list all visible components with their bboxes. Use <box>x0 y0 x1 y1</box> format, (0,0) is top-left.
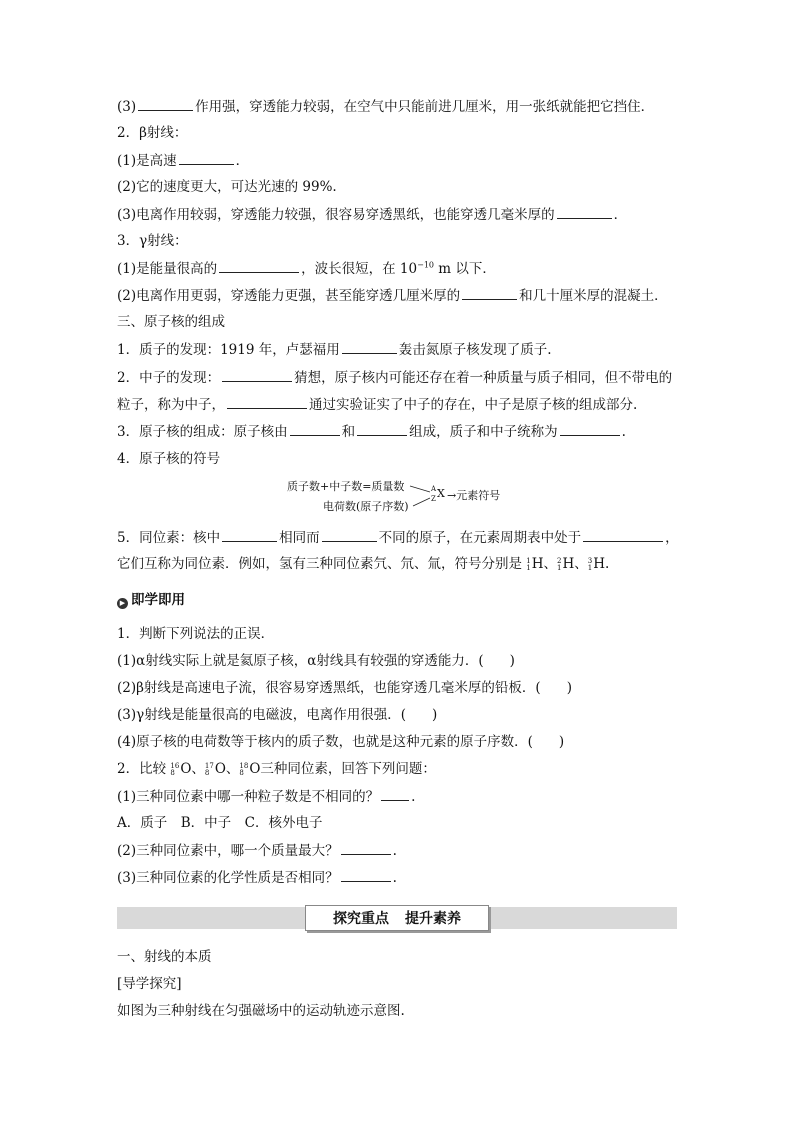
heading-gamma: 3．γ射线： <box>117 233 188 249</box>
question-item: (1)α射线实际上就是氦原子核，α射线具有较强的穿透能力．( ) <box>117 653 515 669</box>
section-title: 一、射线的本质 <box>117 949 212 965</box>
blank[interactable] <box>322 527 377 542</box>
play-icon: ▶ <box>117 598 128 609</box>
mass-label: 质子数+中子数=质量数 <box>287 480 405 493</box>
symbol-a: A <box>431 485 437 493</box>
text-line: 2．中子的发现： 猜想，原子核内可能还存在着一种质量与质子相同，但不带电的 <box>117 367 672 388</box>
banner-box <box>305 905 489 931</box>
charge-label: 电荷数(原子序数) <box>323 500 409 513</box>
blank[interactable] <box>290 421 340 436</box>
banner-left: 探究重点 <box>333 911 389 927</box>
section-title: 三、原子核的组成 <box>117 314 225 330</box>
question-item: (4)原子核的电荷数等于核内的质子数，也就是这种元素的原子序数．( ) <box>117 734 565 750</box>
blank[interactable] <box>341 867 391 882</box>
question-item: (3)三种同位素的化学性质是否相同？ . <box>117 867 397 888</box>
isotope-index: 18 8 <box>239 761 249 777</box>
blank[interactable] <box>227 394 307 409</box>
blank[interactable] <box>222 527 277 542</box>
banner-right: 提升素养 <box>405 911 461 927</box>
isotope-index: 3 1 <box>587 556 593 572</box>
blank[interactable] <box>462 285 517 300</box>
isotope-index: 16 8 <box>170 761 180 777</box>
text-line: 如图为三种射线在匀强磁场中的运动轨迹示意图. <box>117 1003 405 1019</box>
element-label: →元素符号 <box>447 489 501 502</box>
question-item: (1)三种同位素中哪一种粒子数是不相同的？ . <box>117 786 415 807</box>
text-line: 1．质子的发现：1919 年，卢瑟福用 轰击氮原子核发现了质子. <box>117 339 552 360</box>
text-line: 5．同位素：核中 相同而 不同的原子，在元素周期表中处于 ， <box>117 527 679 548</box>
answer-options: A．质子 B．中子 C．核外电子 <box>117 815 323 831</box>
symbol-x: X <box>437 487 445 500</box>
text-line: (3)电离作用较弱，穿透能力较强，很容易穿透黑纸，也能穿透几毫米厚的 ． <box>117 204 627 225</box>
question-item: (2)β射线是高速电子流，很容易穿透黑纸，也能穿透几毫米厚的铅板．( ) <box>117 680 572 696</box>
blank[interactable] <box>560 421 620 436</box>
text-line: 它们互称为同位素．例如，氢有三种同位素氕、氘、氚，符号分别是 1 1 H、 2 1 H、 3 1 H. <box>117 556 610 572</box>
text-line: 3．原子核的组成：原子核由 和 组成，质子和中子统称为 . <box>117 421 626 442</box>
blank[interactable] <box>583 527 663 542</box>
text-line: 4．原子核的符号 <box>117 451 221 467</box>
text-line: (1)是能量很高的 ，波长很短，在 $10^{-10}$ m 以下． <box>117 258 496 279</box>
isotope-index: 2 1 <box>557 556 562 572</box>
practice-heading: ▶ 即学即用 <box>117 590 185 610</box>
text-line: (1)是高速 ． <box>117 150 249 171</box>
isotope-index: 1 1 <box>526 556 531 572</box>
symbol-z: Z <box>431 495 436 503</box>
question-item: (3)γ射线是能量很高的电磁波，电离作用很强．( ) <box>117 707 438 723</box>
blank[interactable] <box>357 421 407 436</box>
blank[interactable] <box>179 150 234 165</box>
text-line: 粒子，称为中子， 通过实验证实了中子的存在，中子是原子核的组成部分. <box>117 394 637 415</box>
nucleus-symbol-diagram <box>285 478 525 518</box>
text-line: (3) 作用强，穿透能力较弱，在空气中只能前进几厘米，用一张纸就能把它挡住． <box>117 96 654 117</box>
heading-beta: 2．β射线： <box>117 125 188 141</box>
blank[interactable] <box>138 96 193 111</box>
text-line: (2)它的速度更大，可达光速的 99%. <box>117 179 337 195</box>
blank[interactable] <box>557 204 612 219</box>
text-line: 1．判断下列说法的正误． <box>117 626 275 642</box>
blank[interactable] <box>342 339 397 354</box>
blank[interactable] <box>219 258 299 273</box>
text-line: (2)电离作用更弱，穿透能力更强，甚至能穿透几厘米厚的 和几十厘米厚的混凝土． <box>117 285 668 306</box>
blank[interactable] <box>381 786 409 801</box>
guide-label: [导学探究] <box>117 976 182 992</box>
question-item: (2)三种同位素中，哪一个质量最大？ . <box>117 840 397 861</box>
blank[interactable] <box>341 840 391 855</box>
isotope-index: 17 8 <box>204 761 214 777</box>
text-line: 2．比较 16 8 O、 17 8 O、 18 8 O三种同位素，回答下列问题： <box>117 761 436 777</box>
blank[interactable] <box>222 367 292 382</box>
